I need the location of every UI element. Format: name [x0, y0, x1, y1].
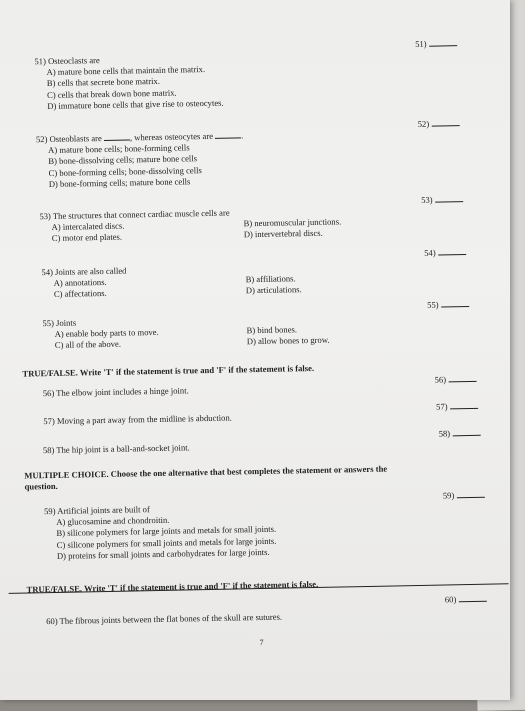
question-stem: 55) Joints — [42, 317, 77, 329]
option-c: C) bone-forming cells; bone-dissolving cells — [48, 164, 202, 178]
option-a: A) intercalated discs. — [51, 220, 125, 233]
option-d: D) proteins for small joints and carbohydrates for large joints. — [56, 546, 270, 561]
question-55 — [42, 313, 329, 352]
page-number: 7 — [259, 637, 264, 648]
answer-blank-57[interactable]: 57) — [436, 401, 479, 412]
option-a: A) glucosamine and chondroitin. — [56, 514, 170, 528]
option-d: D) bone-forming cells; mature bone cells — [48, 176, 191, 189]
option-c: C) silicone polymers for small joints and metals for large joints. — [56, 535, 277, 550]
answer-blank-59[interactable]: 59) — [443, 490, 486, 501]
option-a: A) mature bone cells; bone-forming cells — [48, 142, 190, 156]
option-c: C) all of the above. — [54, 339, 122, 351]
option-a: A) annotations. — [53, 277, 107, 289]
option-c: C) motor end plates. — [51, 232, 123, 244]
question-59 — [44, 502, 277, 562]
option-b: B) bind bones. — [246, 324, 298, 336]
option-d: D) immature bone cells that give rise to osteocytes. — [47, 97, 224, 111]
question-stem: 51) Osteoclasts are — [34, 55, 100, 67]
answer-blank-60[interactable]: 60) — [445, 594, 488, 605]
question-57: 57) Moving a part away from the midline is abduction. — [43, 412, 232, 427]
true-false-heading: TRUE/FALSE. Write 'T' if the statement is true and 'F' if the statement is false. — [22, 362, 315, 379]
question-58: 58) The hip joint is a ball-and-socket joint. — [42, 442, 190, 456]
answer-blank-54[interactable]: 54) — [424, 247, 467, 258]
answer-blank-55[interactable]: 55) — [427, 299, 470, 310]
option-b: B) neuromuscular junctions. — [243, 216, 342, 229]
option-a: A) mature bone cells that maintain the matrix. — [46, 64, 206, 78]
answer-blank-58[interactable]: 58) — [439, 428, 482, 439]
option-b: B) cells that secrete bone matrix. — [46, 76, 161, 89]
answer-blank-51[interactable]: 51) — [415, 38, 458, 49]
answer-blank-52[interactable]: 52) — [418, 118, 461, 129]
question-stem: 54) Joints are also called — [41, 265, 127, 278]
option-a: A) enable body parts to move. — [54, 327, 159, 340]
answer-blank-56[interactable]: 56) — [435, 374, 478, 385]
struck-true-false-heading: TRUE/FALSE. Write 'T' if the statement is true and 'F' if the statement is false. — [26, 578, 319, 595]
option-b: B) affiliations. — [245, 273, 296, 285]
question-stem: 52) Osteoblasts are , whereas osteocytes are . — [35, 130, 244, 145]
question-60: 60) The fibrous joints between the flat bones of the skull are sutures. — [46, 611, 283, 627]
question-52 — [36, 130, 244, 190]
option-b: B) bone-dissolving cells; mature bone cells — [48, 153, 198, 167]
option-d: D) articulations. — [245, 284, 302, 296]
question-53 — [39, 205, 341, 244]
option-c: C) cells that break down bone matrix. — [46, 87, 177, 100]
option-c: C) affectations. — [53, 288, 107, 300]
option-d: D) allow bones to grow. — [246, 335, 330, 347]
question-stem: 53) The structures that connect cardiac muscle cells are — [39, 207, 230, 222]
option-b: B) silicone polymers for large joints and metals for small joints. — [56, 524, 277, 539]
question-51 — [34, 53, 223, 113]
answer-blank-53[interactable]: 53) — [421, 194, 464, 205]
option-d: D) intervertebral discs. — [243, 228, 323, 240]
question-stem: 59) Artificial joints are built of — [43, 504, 150, 517]
question-54 — [41, 262, 301, 301]
question-56: 56) The elbow joint includes a hinge joint. — [42, 385, 189, 399]
multiple-choice-heading: MULTIPLE CHOICE. Choose the one alternative that best completes the statement or answers the question. — [24, 463, 388, 492]
